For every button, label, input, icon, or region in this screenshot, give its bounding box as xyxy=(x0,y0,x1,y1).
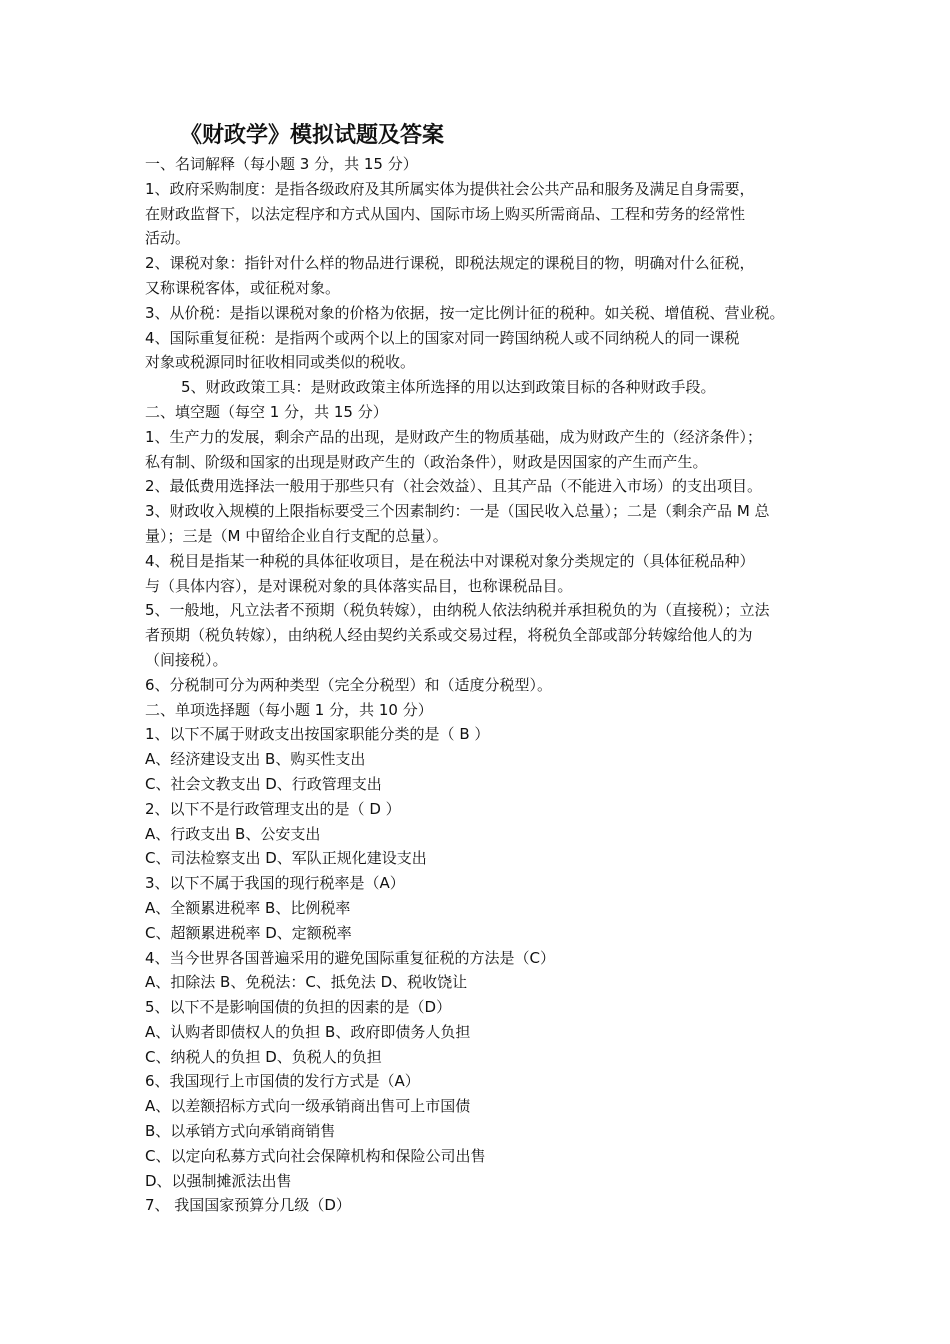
text-line: 二、单项选择题（每小题 1 分，共 10 分） xyxy=(145,700,433,719)
text-line: （间接税）。 xyxy=(145,650,228,669)
text-line: 1、以下不属于财政支出按国家职能分类的是（ B ） xyxy=(145,725,490,744)
text-line: 2、最低费用选择法一般用于那些只有（社会效益）、且其产品（不能进入市场）的支出项目。 xyxy=(145,477,763,496)
text-line: A、经济建设支出 B、购买性支出 xyxy=(145,750,366,769)
text-line: 3、财政收入规模的上限指标要受三个因素制约：一是（国民收入总量）；二是（剩余产品 M 总 xyxy=(145,502,770,521)
text-line: C、纳税人的负担 D、负税人的负担 xyxy=(145,1047,382,1066)
text-line: 1、生产力的发展，剩余产品的出现，是财政产生的物质基础，成为财政产生的（经济条件）； xyxy=(145,427,763,446)
document-body xyxy=(145,152,825,1218)
text-line: A、扣除法 B、免税法：C、抵免法 D、税收饶让 xyxy=(145,973,468,992)
text-line: C、司法检察支出 D、军队正规化建设支出 xyxy=(145,849,427,868)
text-line: 与（具体内容），是对课税对象的具体落实品目，也称课税品目。 xyxy=(145,576,573,595)
text-line: 4、当今世界各国普遍采用的避免国际重复征税的方法是（C） xyxy=(145,948,556,967)
text-line: 3、以下不属于我国的现行税率是（A） xyxy=(145,874,405,893)
text-line: 一、名词解释（每小题 3 分，共 15 分） xyxy=(145,155,418,173)
text-line: 6、分税制可分为两种类型（完全分税型）和（适度分税型）。 xyxy=(145,675,553,694)
text-line: 私有制、阶级和国家的出现是财政产生的（政治条件），财政是因国家的产生而产生。 xyxy=(145,452,708,471)
text-line: 1、政府采购制度：是指各级政府及其所属实体为提供社会公共产品和服务及满足自身需要， xyxy=(145,179,755,198)
document-title: 《财政学》模拟试题及答案 xyxy=(180,123,445,148)
text-line: C、超额累进税率 D、定额税率 xyxy=(145,923,352,942)
text-line: D、以强制摊派法出售 xyxy=(145,1171,292,1190)
text-line: 又称课税客体，或征税对象。 xyxy=(145,278,341,297)
text-line: 活动。 xyxy=(145,229,191,248)
text-line: 二、填空题（每空 1 分，共 15 分） xyxy=(145,402,388,421)
text-line: 在财政监督下，以法定程序和方式从国内、国际市场上购买所需商品、工程和劳务的经常性 xyxy=(145,204,746,223)
text-line: A、认购者即债权人的负担 B、政府即债务人负担 xyxy=(145,1022,471,1041)
text-line: 5、财政政策工具：是财政政策主体所选择的用以达到政策目标的各种财政手段。 xyxy=(181,378,716,397)
text-line: C、以定向私募方式向社会保障机构和保险公司出售 xyxy=(145,1146,486,1165)
text-line: A、行政支出 B、公安支出 xyxy=(145,824,321,843)
text-line: 量）；三是（M 中留给企业自行支配的总量）。 xyxy=(145,526,448,545)
text-line: 3、从价税：是指以课税对象的价格为依据，按一定比例计征的税种。如关税、增值税、营业税。 xyxy=(145,303,785,322)
text-line: 4、国际重复征税：是指两个或两个以上的国家对同一跨国纳税人或不同纳税人的同一课税 xyxy=(145,328,740,347)
text-line: 2、课税对象：指针对什么样的物品进行课税，即税法规定的课税目的物，明确对什么征税， xyxy=(145,254,755,273)
text-line: B、以承销方式向承销商销售 xyxy=(145,1122,336,1141)
text-line: 5、以下不是影响国债的负担的因素的是（D） xyxy=(145,998,452,1017)
text-line: 对象或税源同时征收相同或类似的税收。 xyxy=(145,353,416,372)
text-line: 者预期（税负转嫁），由纳税人经由契约关系或交易过程，将税负全部或部分转嫁给他人的为 xyxy=(145,626,753,645)
text-line: C、社会文教支出 D、行政管理支出 xyxy=(145,774,382,793)
text-line: 5、一般地，凡立法者不预期（税负转嫁），由纳税人依法纳税并承担税负的为（直接税）；立法 xyxy=(145,601,770,620)
text-line: 4、税目是指某一种税的具体征收项目，是在税法中对课税对象分类规定的（具体征税品种） xyxy=(145,551,755,570)
text-line: 2、以下不是行政管理支出的是（ D ） xyxy=(145,799,401,818)
text-line: 7、 我国国家预算分几级（D） xyxy=(145,1196,351,1215)
text-line: 6、我国现行上市国债的发行方式是（A） xyxy=(145,1072,420,1091)
text-line: A、以差额招标方式向一级承销商出售可上市国债 xyxy=(145,1097,471,1116)
document-page xyxy=(145,120,825,1218)
text-line: A、全额累进税率 B、比例税率 xyxy=(145,898,351,917)
